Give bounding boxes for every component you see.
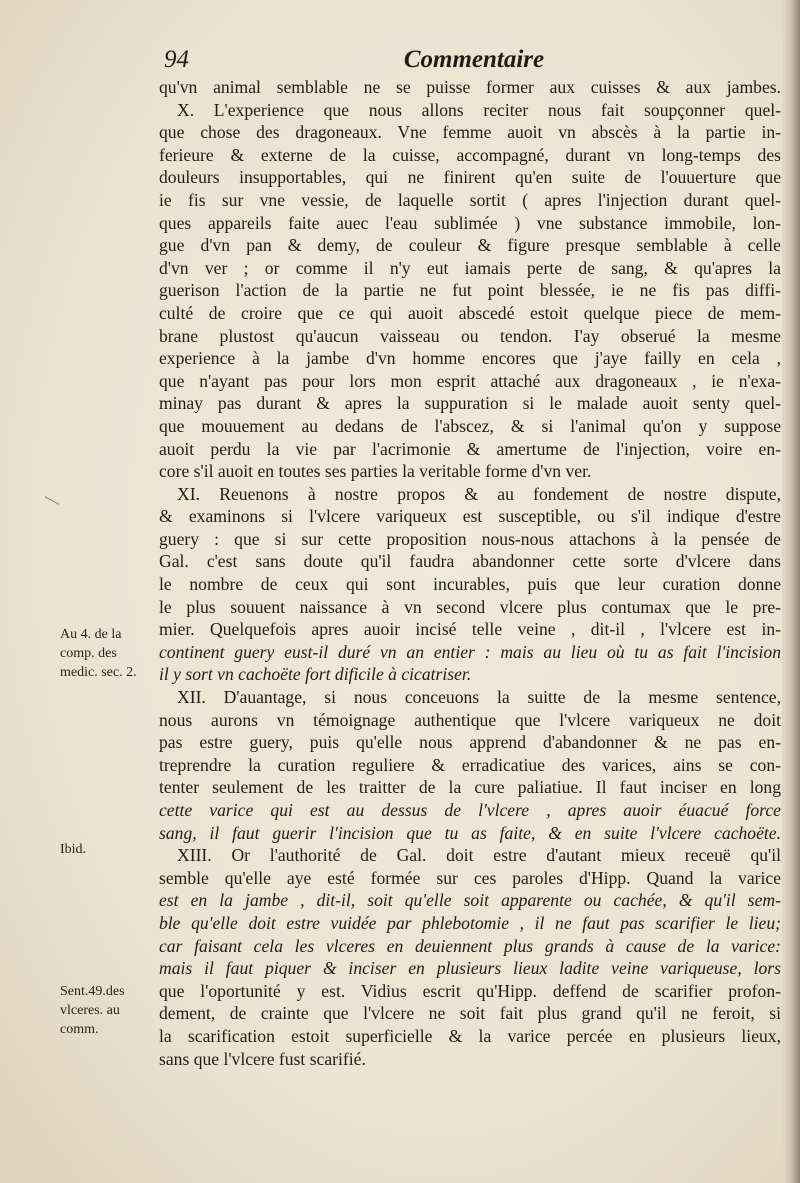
paragraph-heading-line: XI. Reuenons à nostre propos & au fondement de nostre dispute, [177, 483, 781, 504]
text-line: culté de croire que ce qui auoit abscedé estoit quelque piece de mem- [159, 302, 781, 323]
page-number: 94 [164, 46, 189, 73]
text-line: nous aurons vn témoignage authentique que l'vlcere variqueux ne doit [159, 709, 781, 730]
text-line: qu'vn animal semblable ne se puisse former aux cuisses & aux jambes. [159, 77, 781, 97]
quotation-line: cette varice qui est au dessus de l'vlcere , apres auoir éuacué force [159, 800, 781, 820]
text-line: core s'il auoit en toutes ses parties la veritable forme d'vn ver. [159, 461, 592, 482]
quotation-line: car faisant cela les vlceres en deuiennent plus grands à cause de la varice: [159, 935, 781, 956]
text-line: auoit perdu la vie par l'acrimonie & amertume de l'injection, voire en- [159, 438, 781, 459]
text-line: tenter seulement de les traitter de la cure paliatiue. Il faut inciser en long [159, 777, 781, 798]
quotation-line: sang, il faut guerir l'incision que tu as faite, & en suite l'vlcere cachoëte. [159, 822, 781, 843]
text-line: Gal. c'est sans doute qu'il faudra abandonner cette sorte d'vlcere dans [159, 551, 781, 572]
text-line: treprendre la curation reguliere & erradicatiue des varices, ains se con- [159, 754, 781, 775]
quotation-line: il y sort vn cachoëte fort dificile à cicatriser. [159, 664, 472, 685]
text-line: que mouuement au dedans de l'abscez, & si l'animal qu'on y suppose [159, 415, 781, 436]
text-line: semble qu'elle aye esté formée sur ces paroles d'Hipp. Quand la varice [159, 867, 781, 888]
text-line: & examinons si l'vlcere variqueux est susceptible, ou s'il indique d'estre [159, 506, 781, 527]
text-line: pas estre guery, puis qu'elle nous apprend d'abandonner & ne pas en- [159, 732, 781, 753]
text-line: experience à la jambe d'vn homme encores que j'aye failly en cela , [159, 348, 781, 369]
text-line: dement, de crainte que l'vlcere ne soit fait plus grand qu'il ne feroit, si [159, 1003, 781, 1024]
quotation-line: mais il faut piquer & inciser en plusieurs lieux ladite veine variqueuse, lors [159, 958, 781, 979]
margin-mark [45, 496, 60, 504]
text-line: d'vn ver ; or comme il n'y eut iamais perte de sang, & qu'apres la [159, 257, 781, 278]
margin-note: Ibid. [60, 842, 87, 857]
text-line: que l'oportunité y est. Vidius escrit qu'Hipp. deffend de scarifier profon- [159, 980, 781, 1001]
text-line: brane plustost qu'aucun vaisseau ou tendon. I'ay obserué la mesme [159, 325, 781, 346]
page-header [164, 46, 784, 74]
text-line: sans que l'vlcere fust scarifié. [159, 1048, 366, 1069]
text-line: que n'ayant pas pour lors mon esprit attaché aux dragoneaux , ie n'exa- [159, 370, 781, 391]
text-line: le nombre de ceux qui sont incurables, puis que leur curation donne [159, 574, 781, 595]
text-line: ferieure & externe de la cuisse, accompagné, durant vn long-temps des [159, 144, 781, 165]
text-line: mier. Quelquefois apres auoir incisé telle veine , dit-il , l'vlcere est in- [159, 619, 781, 640]
body-text [159, 76, 781, 1070]
text-line: minay pas durant & apres la suppuration si le malade auoit senty quel- [159, 393, 781, 414]
text-line: douleurs insupportables, qui ne finirent qu'en suite de l'ouuerture que [159, 167, 781, 188]
paragraph-heading-line: XIII. Or l'authorité de Gal. doit estre d'autant mieux receuë qu'il [177, 845, 781, 866]
paragraph-heading-line: X. L'experience que nous allons reciter nous fait soupçonner quel- [177, 99, 781, 120]
text-line: que chose des dragoneaux. Vne femme auoit vn abscès à la partie in- [159, 122, 781, 143]
quotation-line: est en la jambe , dit-il, soit qu'elle soit apparente ou cachée, & qu'il sem- [159, 890, 781, 911]
quotation-line: ble qu'elle doit estre vuidée par phlebotomie , il ne faut pas scarifier le lieu; [159, 912, 781, 933]
paragraph-heading-line: XII. D'auantage, si nous conceuons la suitte de la mesme sentence, [177, 687, 781, 708]
text-line: ques appareils faite auec l'eau sublimée ) vne substance immobile, lon- [159, 212, 781, 233]
text-line: la scarification estoit superficielle & la varice percée en plusieurs lieux, [159, 1025, 781, 1046]
text-line: guerison l'action de la partie ne fut point blessée, ie ne fis pas diffi- [159, 280, 781, 301]
margin-note: Au 4. de la comp. des medic. sec. 2. [60, 627, 137, 680]
running-head: Commentaire [403, 46, 545, 73]
text-line: gue d'vn pan & demy, de couleur & figure presque semblable à celle [159, 235, 781, 256]
quotation-line: continent guery eust-il duré vn an entier : mais au lieu où tu as fait l'incision [159, 641, 781, 662]
margin-note: Sent.49.des vlceres. au comm. [60, 984, 125, 1037]
page-gutter-edge [782, 0, 800, 1183]
text-line: le plus souuent naissance à vn second vlcere plus contumax que le pre- [159, 596, 781, 617]
text-line: ie fis sur vne vessie, de laquelle sortit ( apres l'injection durant quel- [159, 189, 781, 210]
text-line: guery : que si sur cette proposition nous-nous attachons à la pensée de [159, 528, 781, 549]
